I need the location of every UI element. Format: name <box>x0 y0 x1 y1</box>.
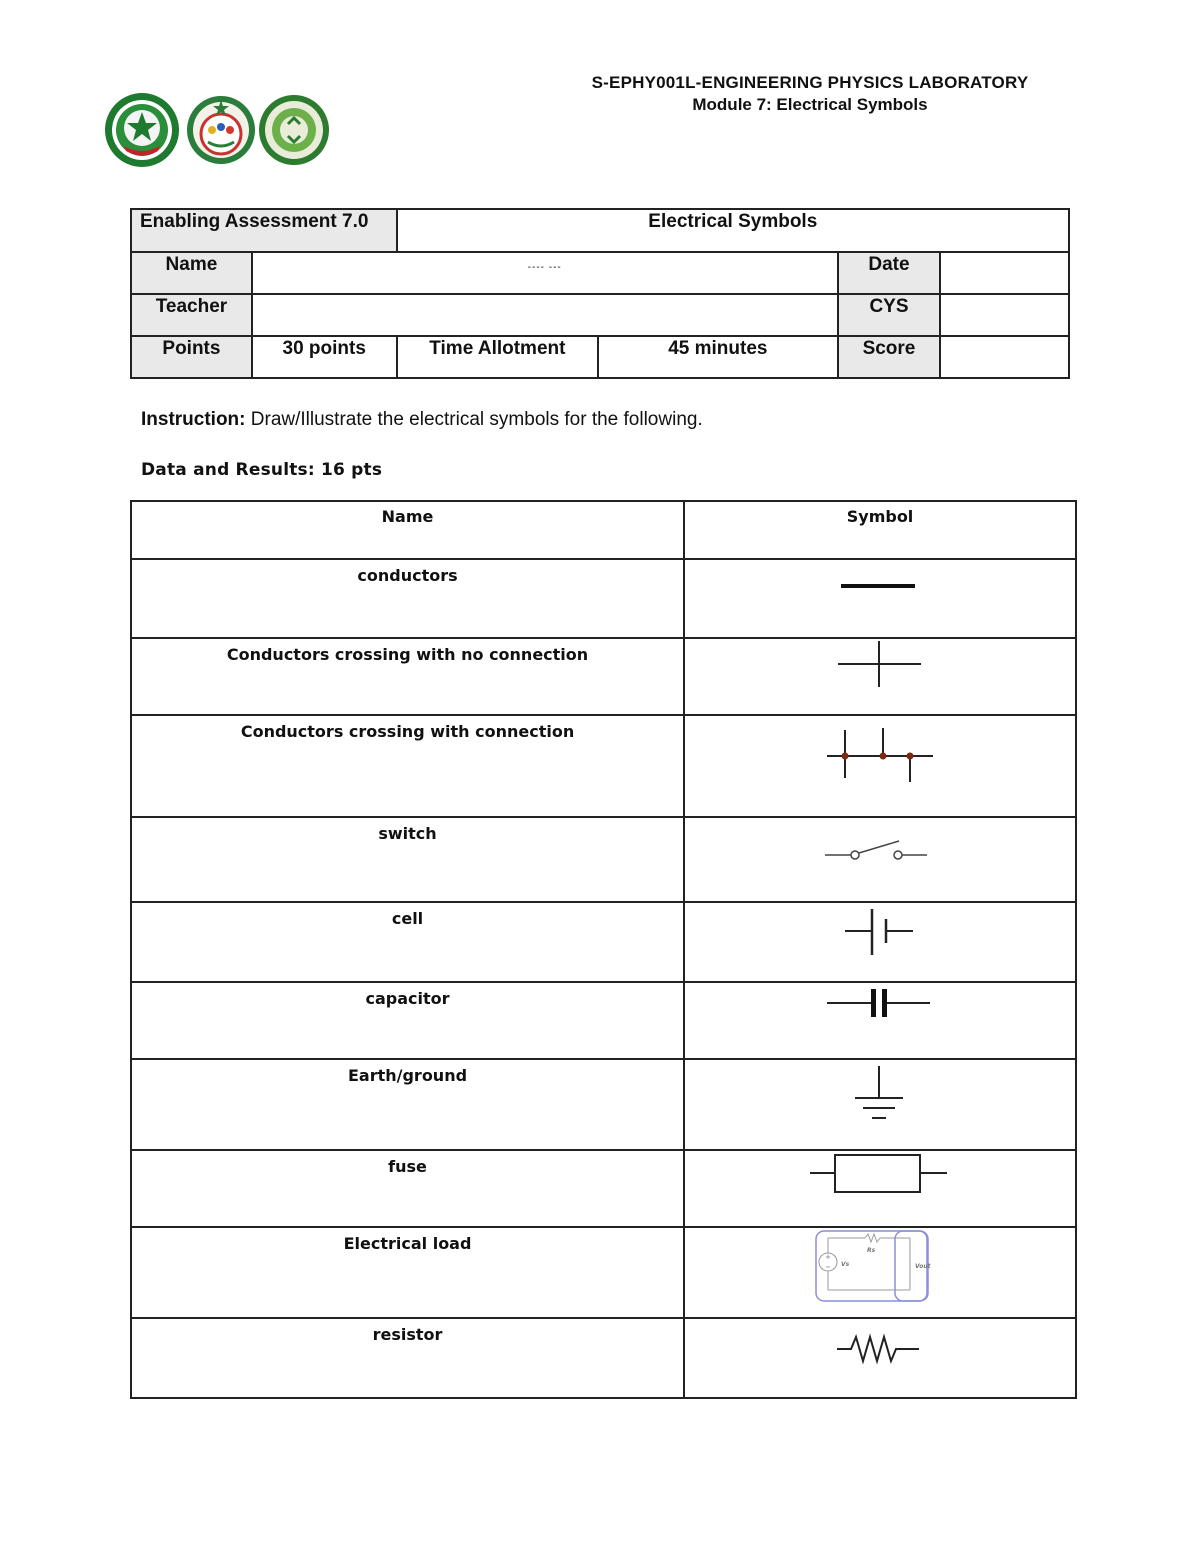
table-row <box>131 982 1076 1059</box>
instruction-text <box>141 409 703 431</box>
source-plus-label: + <box>825 1253 831 1261</box>
symbols-table <box>130 500 1077 1399</box>
school-seal-logo <box>104 92 180 168</box>
fuse-icon <box>685 1151 1073 1226</box>
symbol-cell <box>684 902 1076 982</box>
logo-group <box>104 92 330 170</box>
symbol-cell <box>684 1227 1076 1318</box>
table-row <box>131 1150 1076 1227</box>
points-label: Points <box>131 336 252 378</box>
score-label: Score <box>838 336 941 378</box>
name-field[interactable] <box>252 252 838 294</box>
table-row <box>131 817 1076 902</box>
time-allotment-value: 45 minutes <box>598 336 837 378</box>
symbol-cell <box>684 982 1076 1059</box>
symbol-cell <box>684 817 1076 902</box>
symbol-cell <box>684 1318 1076 1398</box>
resistor-label: Rs <box>867 1247 876 1254</box>
name-label: Name <box>131 252 252 294</box>
source-minus-label: − <box>825 1263 831 1271</box>
name-value: ---- --- <box>527 262 562 273</box>
symbol-cell <box>684 715 1076 817</box>
row-name: switch <box>131 817 684 902</box>
points-value: 30 points <box>252 336 397 378</box>
assessment-label: Enabling Assessment 7.0 <box>131 209 397 252</box>
electrical-load-circuit-icon <box>685 1228 1073 1317</box>
symbol-cell <box>684 1150 1076 1227</box>
module-title: Module 7: Electrical Symbols <box>692 95 928 114</box>
row-name: cell <box>131 902 684 982</box>
row-name: resistor <box>131 1318 684 1398</box>
cys-field[interactable] <box>940 294 1069 336</box>
row-name: Electrical load <box>131 1227 684 1318</box>
table-row <box>131 1227 1076 1318</box>
date-label: Date <box>838 252 941 294</box>
score-field[interactable] <box>940 336 1069 378</box>
ground-icon <box>685 1060 1073 1149</box>
row-name: fuse <box>131 1150 684 1227</box>
crossing-with-connection-icon <box>685 716 1073 816</box>
teacher-field[interactable] <box>252 294 838 336</box>
row-name: Earth/ground <box>131 1059 684 1150</box>
time-allotment-label: Time Allotment <box>397 336 599 378</box>
switch-icon <box>685 818 1073 901</box>
assessment-title: Electrical Symbols <box>397 209 1069 252</box>
cell-icon <box>685 903 1073 981</box>
table-row <box>131 715 1076 817</box>
cys-label: CYS <box>838 294 941 336</box>
symbol-cell <box>684 638 1076 715</box>
symbol-cell <box>684 1059 1076 1150</box>
table-row <box>131 638 1076 715</box>
source-label: Vs <box>841 1261 850 1268</box>
department-seal-logo <box>186 92 256 168</box>
teacher-label: Teacher <box>131 294 252 336</box>
table-row <box>131 902 1076 982</box>
instruction-label: Instruction: <box>141 409 246 430</box>
output-label: Vout <box>915 1263 931 1270</box>
document-header <box>520 72 1100 116</box>
row-name: Conductors crossing with no connection <box>131 638 684 715</box>
course-title: S-EPHY001L-ENGINEERING PHYSICS LABORATORY <box>591 73 1029 92</box>
symbol-cell <box>684 559 1076 638</box>
table-row <box>131 1059 1076 1150</box>
date-field[interactable] <box>940 252 1069 294</box>
instruction-body: Draw/Illustrate the electrical symbols for the following. <box>245 409 703 430</box>
assessment-info-table <box>130 208 1070 379</box>
column-header-symbol: Symbol <box>684 501 1076 559</box>
table-row <box>131 559 1076 638</box>
table-row <box>131 1318 1076 1398</box>
resistor-icon <box>685 1319 1073 1397</box>
conductor-line-icon <box>685 560 1073 637</box>
capacitor-icon <box>685 983 1073 1058</box>
row-name: capacitor <box>131 982 684 1059</box>
row-name: conductors <box>131 559 684 638</box>
data-results-heading: Data and Results: 16 pts <box>141 460 383 480</box>
environment-seal-logo <box>258 92 330 168</box>
row-name: Conductors crossing with connection <box>131 715 684 817</box>
crossing-no-connection-icon <box>685 639 1073 714</box>
column-header-name: Name <box>131 501 684 559</box>
